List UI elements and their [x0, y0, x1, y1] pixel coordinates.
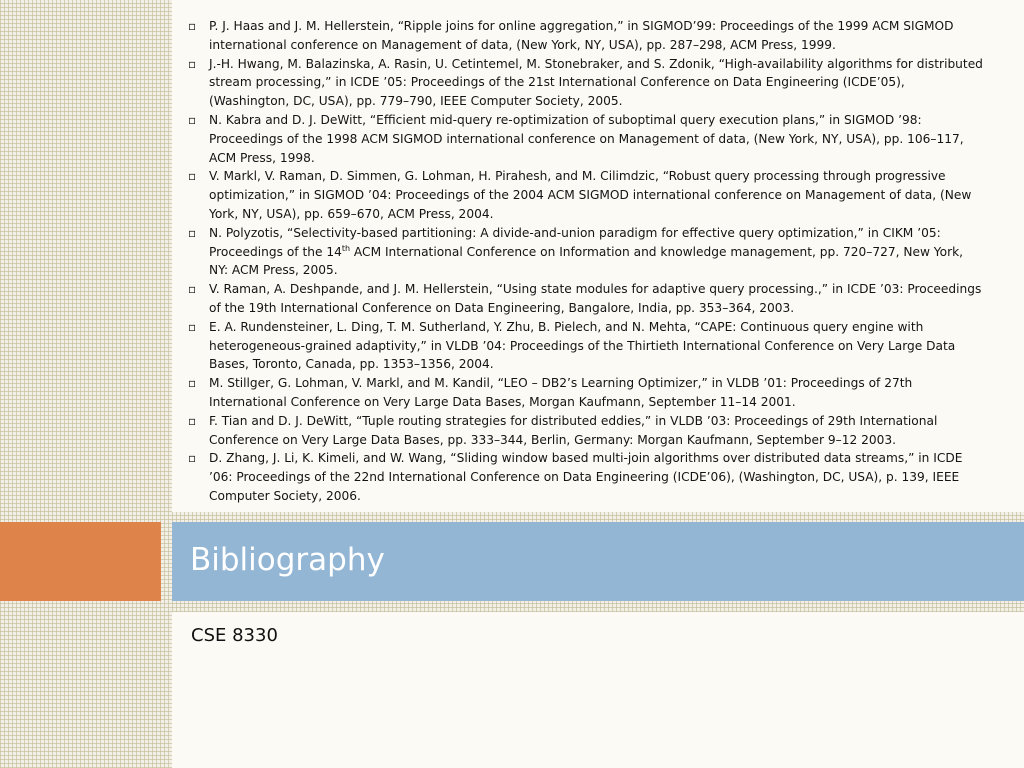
- references-panel: [172, 0, 1024, 512]
- course-label: CSE 8330: [191, 625, 278, 646]
- reference-text: E. A. Rundensteiner, L. Ding, T. M. Sutherland, Y. Zhu, B. Pielech, and N. Mehta, “CAPE: Continuous query engine with heterogeneous-grained adaptivity,” in VLDB ’04: Proceedings of the Thirtieth International Conference on Very Large Data Bases, Toronto, Canada, pp. 1353–1356, 2004.: [209, 319, 956, 372]
- reference-text: N. Kabra and D. J. DeWitt, “Efficient mid-query re-optimization of suboptimal query execution plans,” in SIGMOD ’98: Proceedings of the 1998 ACM SIGMOD international conference on Management of data, (New York, NY, USA), pp. 106–117, ACM Press, 1998.: [209, 112, 964, 165]
- reference-item: [188, 318, 984, 374]
- bullet-icon: ▫: [188, 19, 197, 33]
- bullet-icon: ▫: [188, 112, 197, 127]
- reference-item: [188, 449, 984, 505]
- bullet-icon: ▫: [188, 169, 197, 184]
- accent-block: [0, 522, 161, 601]
- reference-item: [188, 17, 984, 55]
- slide-title: Bibliography: [190, 542, 385, 578]
- reference-text: F. Tian and D. J. DeWitt, “Tuple routing strategies for distributed eddies,” in VLDB ’03: Proceedings of 29th International Conference on Very Large Data Bases, pp. 333–344, Berlin, Germany: Morgan Kaufmann, September 9–12 2003.: [209, 413, 938, 447]
- reference-text: J.-H. Hwang, M. Balazinska, A. Rasin, U. Cetintemel, M. Stonebraker, and S. Zdonik, “High-availability algorithms for distributed stream processing,” in ICDE ’05: Proceedings of the 21st International Conference on Data Engineering (ICDE’05), (Washington, DC, USA), pp. 779–790, IEEE Computer Society, 2005.: [209, 56, 983, 109]
- bullet-icon: ▫: [188, 56, 197, 71]
- reference-list: [188, 17, 984, 506]
- title-band: [172, 522, 1024, 601]
- reference-text: P. J. Haas and J. M. Hellerstein, “Ripple joins for online aggregation,” in SIGMOD’99: Proceedings of the 1999 ACM SIGMOD international conference on Management of data, (New York, NY, USA), pp. 287–298, ACM Press, 1999.: [209, 19, 954, 52]
- bullet-icon: ▫: [188, 451, 197, 466]
- bullet-icon: ▫: [188, 225, 197, 240]
- reference-item: [188, 280, 984, 318]
- reference-item: [188, 167, 984, 223]
- bullet-icon: ▫: [188, 376, 197, 391]
- reference-text: V. Raman, A. Deshpande, and J. M. Hellerstein, “Using state modules for adaptive query processing.,” in ICDE ’03: Proceedings of the 19th International Conference on Data Engineering, Bangalore, India, pp. 353–364, 2003.: [209, 282, 982, 315]
- reference-text: D. Zhang, J. Li, K. Kimeli, and W. Wang, “Sliding window based multi-join algorithms over distributed data streams,” in ICDE ’06: Proceedings of the 22nd International Conference on Data Engineering (ICDE’06), (Washington, DC, USA), p. 139, IEEE Computer Society, 2006.: [209, 451, 963, 503]
- reference-text: M. Stillger, G. Lohman, V. Markl, and M. Kandil, “LEO – DB2’s Learning Optimizer,” in VLDB ’01: Proceedings of 27th International Conference on Very Large Data Bases, Morgan Kaufmann, September 11–14 2001.: [209, 376, 913, 409]
- bullet-icon: ▫: [188, 282, 197, 297]
- reference-text: N. Polyzotis, “Selectivity-based partitioning: A divide-and-union paradigm for effective query optimization,” in CIKM ’05: Proceedings of the 14th ACM International Conference on Information and knowledge management, pp. 720–727, New York, NY: ACM Press, 2005.: [209, 225, 964, 278]
- footer-panel: [172, 612, 1024, 768]
- reference-text: V. Markl, V. Raman, D. Simmen, G. Lohman, H. Pirahesh, and M. Cilimdzic, “Robust query processing through progressive optimization,” in SIGMOD ’04: Proceedings of the 2004 ACM SIGMOD international conference on Management of data, (New York, NY, USA), pp. 659–670, ACM Press, 2004.: [209, 169, 972, 221]
- ordinal-suffix: th: [341, 243, 351, 253]
- bullet-icon: ▫: [188, 413, 197, 428]
- reference-item: [188, 224, 984, 280]
- reference-item: [188, 111, 984, 167]
- reference-item: [188, 55, 984, 111]
- bullet-icon: ▫: [188, 319, 197, 334]
- reference-item: [188, 374, 984, 412]
- reference-item: [188, 412, 984, 450]
